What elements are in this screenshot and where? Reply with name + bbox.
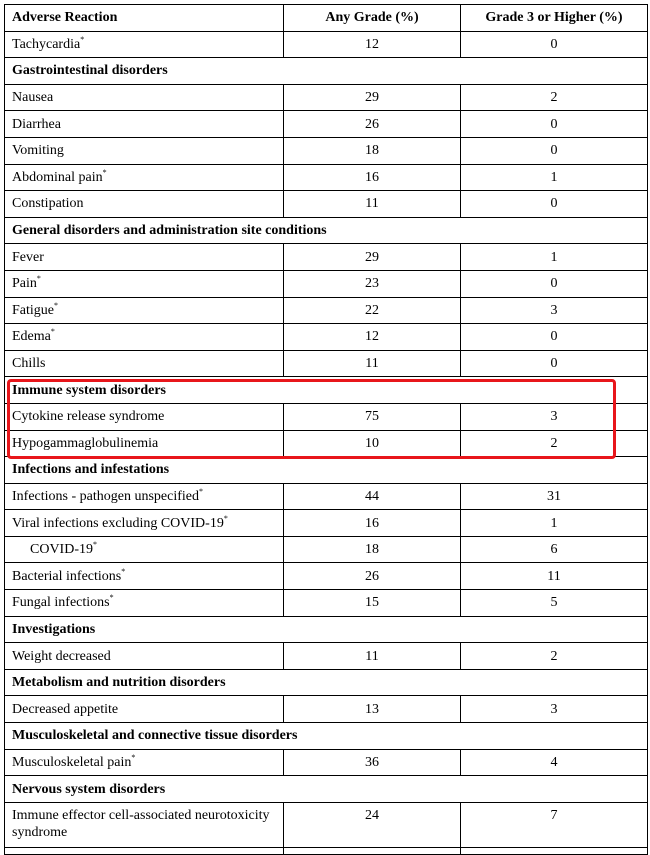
table-row <box>5 510 648 537</box>
grade3-value: 7 <box>461 802 648 847</box>
reaction-name: Musculoskeletal pain <box>12 754 132 770</box>
any-grade-value: 10 <box>284 430 461 457</box>
category-row <box>5 457 648 484</box>
reaction-name: Fatigue <box>12 302 54 318</box>
table-row <box>5 31 648 58</box>
reaction-name: Immune effector cell-associated neurotoxicity syndrome <box>12 807 270 840</box>
grade3-value: 3 <box>461 696 648 723</box>
reaction-name-cell <box>5 510 284 537</box>
reaction-name: Weight decreased <box>12 648 111 664</box>
any-grade-value: 11 <box>284 350 461 377</box>
reaction-name: Vomiting <box>12 143 64 159</box>
category-label: Gastrointestinal disorders <box>5 58 648 85</box>
reaction-name: Tachycardia <box>12 36 81 52</box>
table-row <box>5 696 648 723</box>
footnote-marker: * <box>54 300 58 310</box>
table-row <box>5 536 648 563</box>
reaction-name-cell <box>5 749 284 776</box>
footnote-marker: * <box>93 540 97 550</box>
reaction-name: Constipation <box>12 196 84 212</box>
reaction-name-cell <box>5 483 284 510</box>
table-body <box>5 31 648 854</box>
reaction-name: Bacterial infections <box>12 568 122 584</box>
footnote-marker: * <box>199 486 203 496</box>
any-grade-value: 12 <box>284 31 461 58</box>
reaction-name: Abdominal pain <box>12 169 103 185</box>
table-row <box>5 270 648 297</box>
table-row <box>5 802 648 847</box>
reaction-name: Edema <box>12 329 51 345</box>
reaction-name-cell <box>5 244 284 271</box>
reaction-name: Infections - pathogen unspecified <box>12 488 199 504</box>
table-row <box>5 244 648 271</box>
table-row <box>5 643 648 670</box>
footnote-marker: * <box>121 566 126 576</box>
table-header-row <box>5 5 648 32</box>
grade3-value: 0 <box>461 270 648 297</box>
reaction-name-cell <box>5 297 284 324</box>
reaction-name-cell <box>5 563 284 590</box>
category-row <box>5 776 648 803</box>
footnote-marker: * <box>80 34 85 44</box>
reaction-name: Viral infections excluding COVID-19 <box>12 515 224 531</box>
any-grade-value: 36 <box>284 749 461 776</box>
category-label: Infections and infestations <box>5 457 648 484</box>
reaction-name-cell <box>5 350 284 377</box>
table-row <box>5 590 648 617</box>
any-grade-value: 18 <box>284 536 461 563</box>
category-label: Musculoskeletal and connective tissue disorders <box>5 723 648 750</box>
reaction-name: Pain <box>12 276 37 292</box>
grade3-value: 31 <box>461 483 648 510</box>
table-row <box>5 84 648 111</box>
table-row <box>5 191 648 218</box>
grade3-value: 3 <box>461 297 648 324</box>
reaction-name: COVID-19 <box>30 542 93 558</box>
any-grade-value: 75 <box>284 403 461 430</box>
grade3-value: 1 <box>461 510 648 537</box>
any-grade-value: 11 <box>284 643 461 670</box>
reaction-name-cell <box>5 31 284 58</box>
table-row <box>5 297 648 324</box>
grade3-value: 2 <box>461 643 648 670</box>
grade3-value: 3 <box>461 403 648 430</box>
grade3-value: 6 <box>461 536 648 563</box>
reaction-name-cell <box>5 137 284 164</box>
header-adverse-reaction: Adverse Reaction <box>5 5 284 32</box>
category-label: Immune system disorders <box>5 377 648 404</box>
reaction-name: Diarrhea <box>12 116 61 132</box>
table-row <box>5 430 648 457</box>
any-grade-value: 29 <box>284 84 461 111</box>
reaction-name-cell <box>5 84 284 111</box>
grade3-value: 0 <box>461 111 648 138</box>
grade3-value: 0 <box>461 31 648 58</box>
any-grade-value: 26 <box>284 111 461 138</box>
table-row <box>5 483 648 510</box>
any-grade-value: 23 <box>284 270 461 297</box>
table-row <box>5 403 648 430</box>
footnote-marker: * <box>102 167 107 177</box>
category-label: Investigations <box>5 616 648 643</box>
reaction-name-cell <box>5 403 284 430</box>
category-row <box>5 669 648 696</box>
category-label: General disorders and administration site conditions <box>5 217 648 244</box>
grade3-value: 1 <box>461 244 648 271</box>
table-row <box>5 324 648 351</box>
grade3-value: 1 <box>461 164 648 191</box>
reaction-name-cell <box>5 164 284 191</box>
footnote-marker: * <box>50 327 55 337</box>
any-grade-value: 29 <box>284 244 461 271</box>
category-row <box>5 723 648 750</box>
any-grade-value: 12 <box>284 324 461 351</box>
any-grade-value: 44 <box>284 483 461 510</box>
table-row <box>5 749 648 776</box>
category-row <box>5 616 648 643</box>
reaction-name: Cytokine release syndrome <box>12 409 165 425</box>
any-grade-value: 16 <box>284 164 461 191</box>
any-grade-value: 16 <box>284 510 461 537</box>
any-grade-value: 15 <box>284 590 461 617</box>
adverse-reactions-table <box>4 4 648 855</box>
any-grade-value: 13 <box>284 696 461 723</box>
table-row <box>5 164 648 191</box>
footnote-marker: * <box>223 513 228 523</box>
reaction-name-cell <box>5 191 284 218</box>
header-any-grade: Any Grade (%) <box>284 5 461 32</box>
category-row <box>5 58 648 85</box>
reaction-name-cell <box>5 324 284 351</box>
table-row <box>5 350 648 377</box>
adverse-reactions-table-container <box>4 4 647 855</box>
grade3-value: 0 <box>461 324 648 351</box>
table-row <box>5 563 648 590</box>
footnote-marker: * <box>131 752 136 762</box>
grade3-value: 0 <box>461 137 648 164</box>
any-grade-value: 22 <box>284 297 461 324</box>
reaction-name: Fungal infections <box>12 595 110 611</box>
table-row <box>5 111 648 138</box>
category-label: Metabolism and nutrition disorders <box>5 669 648 696</box>
grade3-value: 0 <box>461 350 648 377</box>
reaction-name-cell <box>5 270 284 297</box>
reaction-name: Decreased appetite <box>12 701 119 717</box>
reaction-name-cell <box>5 590 284 617</box>
grade3-value: 4 <box>461 749 648 776</box>
category-row <box>5 377 648 404</box>
grade3-value: 2 <box>461 84 648 111</box>
reaction-name: Hypogammaglobulinemia <box>12 435 159 451</box>
grade3-value: 5 <box>461 590 648 617</box>
table-row <box>5 137 648 164</box>
category-label: Nervous system disorders <box>5 776 648 803</box>
header-grade-3-or-higher: Grade 3 or Higher (%) <box>461 5 648 32</box>
reaction-name-cell <box>5 111 284 138</box>
footnote-marker: * <box>109 593 114 603</box>
reaction-name-cell <box>5 802 284 847</box>
footnote-marker: * <box>36 274 41 284</box>
any-grade-value: 11 <box>284 191 461 218</box>
reaction-name-cell <box>5 696 284 723</box>
grade3-value: 2 <box>461 430 648 457</box>
any-grade-value: 18 <box>284 137 461 164</box>
reaction-name: Fever <box>12 249 44 265</box>
category-row <box>5 217 648 244</box>
reaction-name-cell <box>5 430 284 457</box>
reaction-name-cell <box>5 536 284 563</box>
reaction-name: Nausea <box>12 90 54 106</box>
reaction-name-cell <box>5 643 284 670</box>
grade3-value: 0 <box>461 191 648 218</box>
any-grade-value: 26 <box>284 563 461 590</box>
reaction-name: Chills <box>12 356 46 372</box>
grade3-value: 11 <box>461 563 648 590</box>
any-grade-value: 24 <box>284 802 461 847</box>
